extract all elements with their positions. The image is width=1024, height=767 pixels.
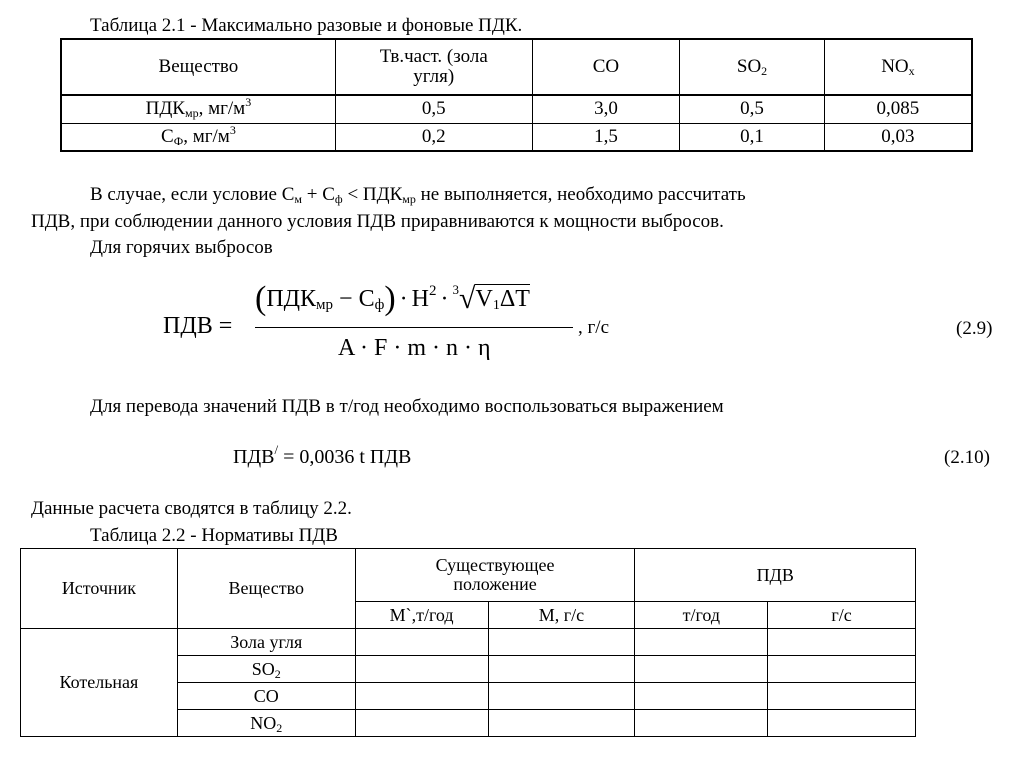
table-cell: 1,5: [532, 123, 680, 151]
subheader-g-s: г/с: [768, 602, 916, 629]
table-cell: [768, 656, 916, 683]
equation-number-2-10: (2.10): [944, 447, 990, 468]
table-row: [61, 123, 972, 151]
paragraph-hot-emissions: Для горячих выбросов: [90, 237, 273, 258]
table-cell: 0,5: [335, 95, 532, 123]
table-2-2: [20, 548, 916, 737]
table-cell: [488, 629, 635, 656]
header-source: Источник: [21, 549, 178, 629]
table-cell: [768, 683, 916, 710]
table-cell: [488, 656, 635, 683]
table2-caption: Таблица 2.2 - Нормативы ПДВ: [90, 525, 338, 546]
formula-2-10: ПДВ/ = 0,0036 t ПДВ: [233, 442, 412, 468]
header-so2: $SO_2$: [680, 39, 825, 95]
row-label-pdk: $ПДК_{мр}$, $мг/м^3$: [61, 95, 335, 123]
paragraph-summary: Данные расчета сводятся в таблицу 2.2.: [31, 498, 352, 519]
header-co: CO: [532, 39, 680, 95]
table-cell: [768, 710, 916, 737]
paragraph-condition-line2: ПДВ, при соблюдении данного условия ПДВ приравниваются к мощности выбросов.: [31, 211, 724, 232]
table1-caption: Таблица 2.1 - Максимально разовые и фоновые ПДК.: [90, 15, 523, 36]
header-nox: $NO_x$: [824, 39, 972, 95]
header-substance: Вещество: [177, 549, 355, 629]
header-substance: Вещество: [61, 39, 335, 95]
formula-denominator: A · F · m · n · η: [338, 335, 491, 361]
table-cell: [635, 656, 768, 683]
substance-cell: CO: [177, 683, 355, 710]
paragraph-conversion: Для перевода значений ПДВ в т/год необходимо воспользоваться выражением: [90, 396, 724, 417]
table-cell: [768, 629, 916, 656]
formula-lhs: ПДВ =: [163, 313, 233, 339]
substance-cell: Зола угля: [177, 629, 355, 656]
fraction-bar: [255, 327, 573, 328]
table-cell: 3,0: [532, 95, 680, 123]
table-cell: [488, 683, 635, 710]
table-cell: 0,03: [824, 123, 972, 151]
header-solid-particles: Тв.част. (зола угля): [335, 39, 532, 95]
paragraph-condition: В случае, если условие $С_м + С_ф < ПДК_{мр}$ не выполняется, необходимо рассчитать: [90, 184, 746, 206]
table-2-1: [60, 38, 973, 152]
subheader-m-t-year: М`,т/год: [355, 602, 488, 629]
table-cell: [355, 629, 488, 656]
table-cell: [635, 710, 768, 737]
table-cell: [635, 683, 768, 710]
header-existing: Существующее положение: [355, 549, 635, 602]
table-row: [61, 95, 972, 123]
equation-number-2-9: (2.9): [956, 318, 993, 339]
table-cell: [488, 710, 635, 737]
formula-unit: , г/с: [578, 317, 610, 338]
table-cell: [355, 710, 488, 737]
row-label-cf: $С_Ф$, $мг/м^3$: [61, 123, 335, 151]
subheader-t-year: т/год: [635, 602, 768, 629]
substance-cell: $NO_2$: [177, 710, 355, 737]
table-cell: 0,085: [824, 95, 972, 123]
table-cell: [635, 629, 768, 656]
table-row: [21, 629, 916, 656]
table-cell: 0,5: [680, 95, 825, 123]
table-cell: [355, 656, 488, 683]
table-cell: 0,1: [680, 123, 825, 151]
header-pdv: ПДВ: [635, 549, 916, 602]
table-cell: [355, 683, 488, 710]
subheader-m-g-s: М, г/с: [488, 602, 635, 629]
formula-numerator: $(ПДК_{мр} - С_ф) \cdot H^2 \cdot ^3√V_1\Delta T$: [255, 280, 530, 317]
table-cell: 0,2: [335, 123, 532, 151]
substance-cell: $SO_2$: [177, 656, 355, 683]
source-boiler-house: Котельная: [21, 629, 178, 737]
